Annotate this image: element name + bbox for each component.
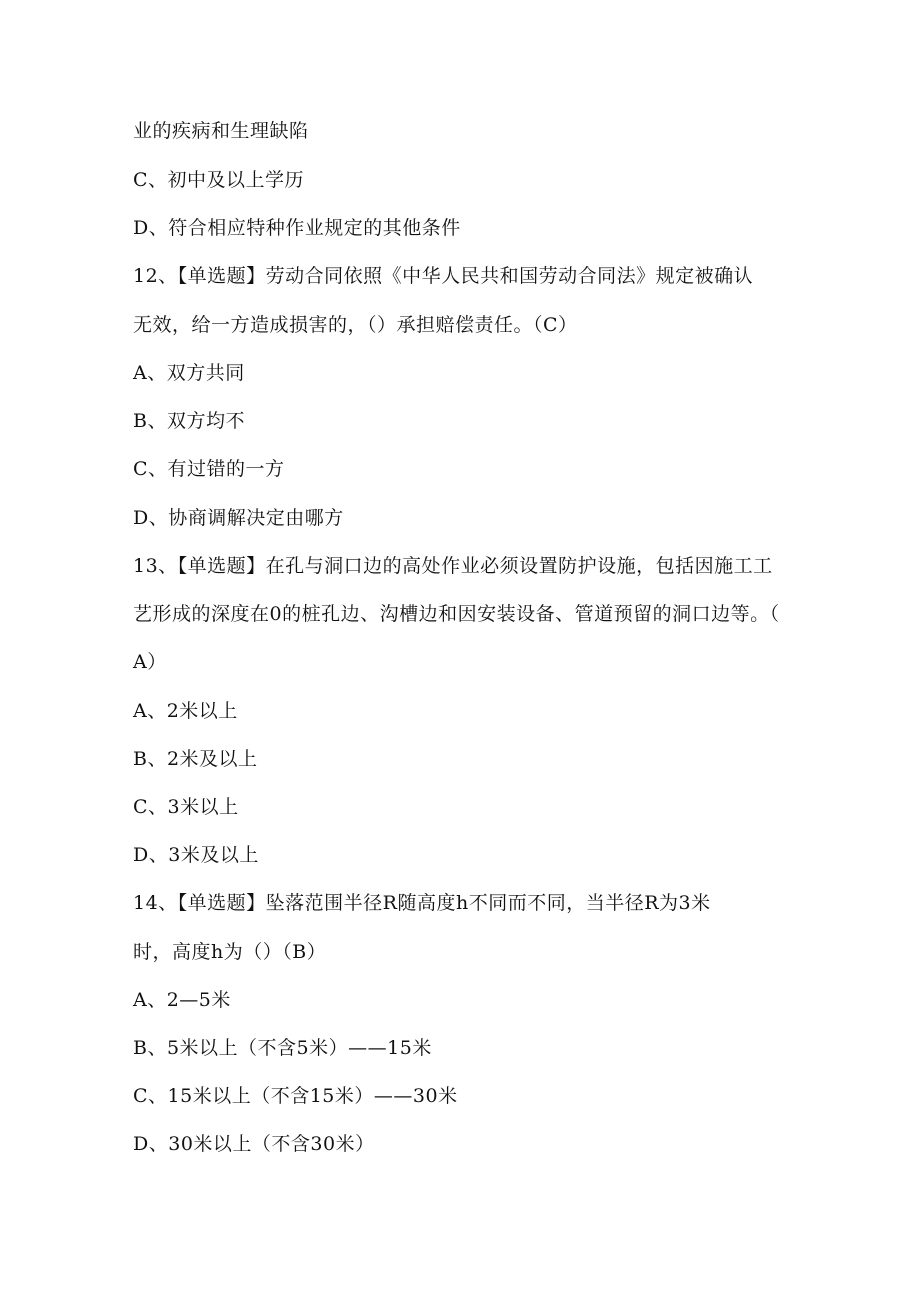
option-c: C、有过错的一方 (133, 458, 285, 480)
question-13: 13、【单选题】在孔与洞口边的高处作业必须设置防护设施，包括因施工工 (133, 555, 773, 577)
question-14: 14、【单选题】坠落范围半径R随高度h不同而不同，当半径R为3米 (133, 892, 711, 914)
option-a: A、2米以上 (133, 700, 238, 722)
option-c: C、初中及以上学历 (133, 169, 305, 191)
option-b: B、5米以上（不含5米）——15米 (133, 1037, 432, 1059)
question-12: 12、【单选题】劳动合同依照《中华人民共和国劳动合同法》规定被确认 (133, 265, 754, 287)
option-c: C、3米以上 (133, 796, 239, 818)
option-c: C、15米以上（不含15米）——30米 (133, 1085, 458, 1107)
text-line: 业的疾病和生理缺陷 (133, 120, 309, 142)
option-a: A、2—5米 (133, 989, 231, 1011)
question-14-continued: 时，高度h为（）（B） (133, 941, 327, 963)
option-b: B、双方均不 (133, 410, 245, 432)
question-12-continued: 无效，给一方造成损害的，（）承担赔偿责任。（C） (133, 314, 578, 336)
option-d: D、符合相应特种作业规定的其他条件 (133, 217, 461, 239)
option-d: D、3米及以上 (133, 844, 259, 866)
question-13-answer: A） (133, 651, 167, 673)
question-13-continued: 艺形成的深度在0的桩孔边、沟槽边和因安装设备、管道预留的洞口边等。（ (133, 603, 780, 625)
option-a: A、双方共同 (133, 362, 245, 384)
option-d: D、30米以上（不含30米） (133, 1133, 375, 1155)
option-d: D、协商调解决定由哪方 (133, 507, 344, 529)
option-b: B、2米及以上 (133, 748, 258, 770)
